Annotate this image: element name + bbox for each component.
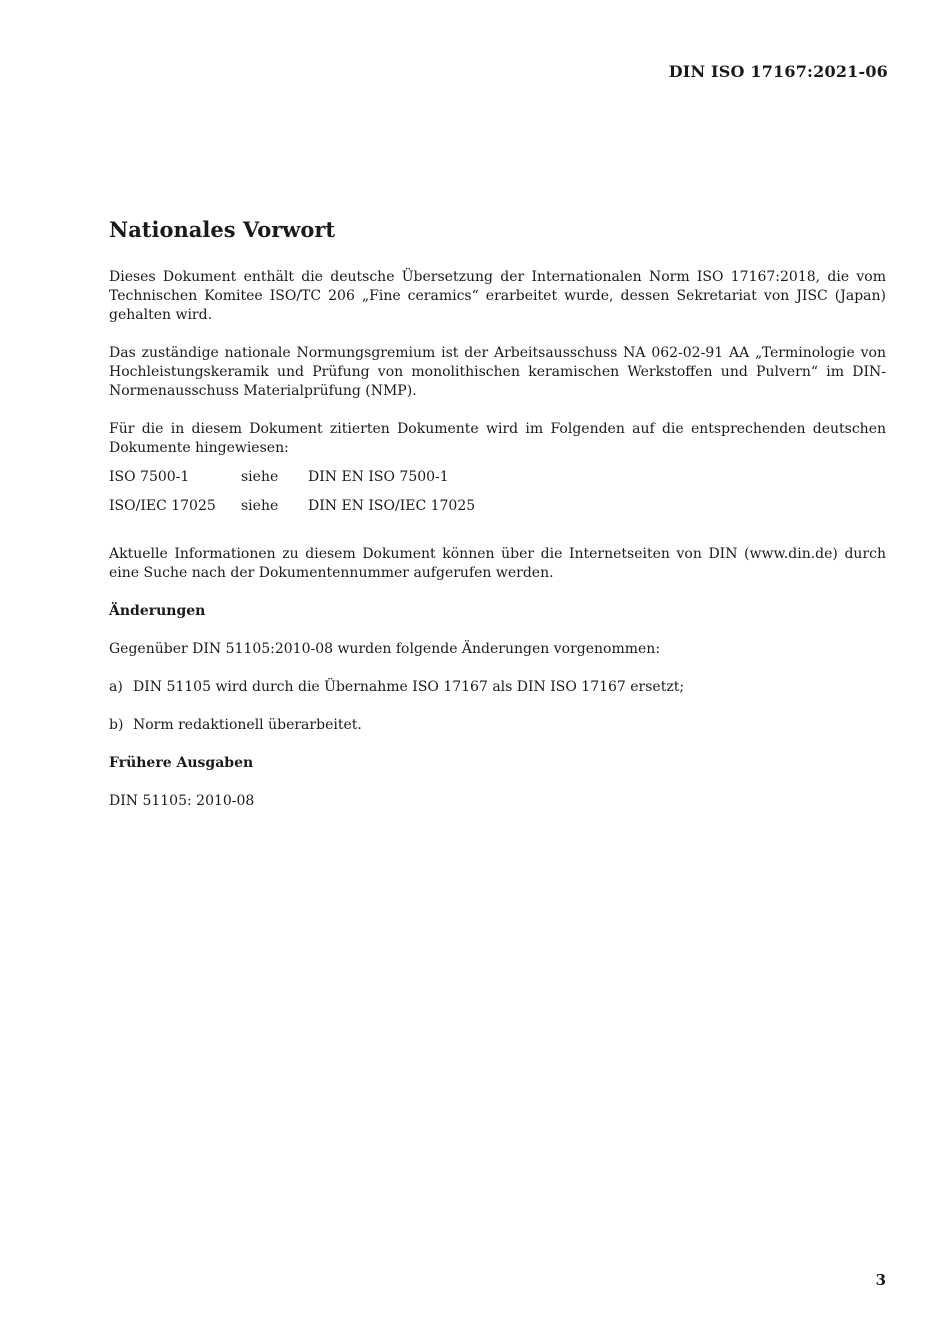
paragraph-references-intro: Für die in diesem Dokument zitierten Dokumente wird im Folgenden auf die entsprechenden deutschen Dokumente hingewiesen: bbox=[109, 421, 886, 456]
reference-iso: ISO 7500-1 bbox=[109, 469, 190, 485]
list-item-text: Norm redaktionell überarbeitet. bbox=[133, 717, 362, 733]
changes-intro: Gegenüber DIN 51105:2010-08 wurden folgende Änderungen vorgenommen: bbox=[109, 641, 661, 657]
list-item-label: a) bbox=[109, 679, 123, 695]
reference-table bbox=[109, 468, 475, 526]
paragraph-committee: Das zuständige nationale Normungsgremium ist der Arbeitsausschuss NA 062-02-91 AA „Terminologie von Hochleistungskeramik und Prüfung von monolithischen keramischen Werkstoffen und Pulvern“ im DIN-Normenausschuss Materialprüfung (NMP). bbox=[109, 345, 886, 399]
reference-din: DIN EN ISO 7500-1 bbox=[308, 469, 449, 485]
list-item-label: b) bbox=[109, 717, 124, 733]
paragraph-translation: Dieses Dokument enthält die deutsche Übersetzung der Internationalen Norm ISO 17167:2018, die vom Technischen Komitee ISO/TC 206 „Fine ceramics“ erarbeitet wurde, dessen Sekretariat von JISC (Japan) gehalten wird. bbox=[109, 269, 886, 323]
list-item bbox=[109, 716, 886, 735]
paragraph-info: Aktuelle Informationen zu diesem Dokument können über die Internetseiten von DIN (www.din.de) durch eine Suche nach der Dokumentennummer aufgerufen werden. bbox=[109, 546, 886, 581]
page-content bbox=[109, 216, 886, 830]
reference-sep: siehe bbox=[241, 469, 279, 485]
list-item-text: DIN 51105 wird durch die Übernahme ISO 17167 als DIN ISO 17167 ersetzt; bbox=[133, 679, 685, 695]
list-item bbox=[109, 678, 886, 697]
reference-sep: siehe bbox=[241, 498, 279, 514]
reference-din: DIN EN ISO/IEC 17025 bbox=[308, 498, 476, 514]
earlier-editions-text: DIN 51105: 2010-08 bbox=[109, 793, 255, 809]
table-row bbox=[109, 468, 475, 497]
page-number: 3 bbox=[875, 1271, 886, 1289]
document-id-header: DIN ISO 17167:2021-06 bbox=[668, 62, 888, 81]
page-title: Nationales Vorwort bbox=[109, 217, 336, 242]
section-heading-earlier-editions: Frühere Ausgaben bbox=[109, 755, 254, 771]
reference-iso: ISO/IEC 17025 bbox=[109, 498, 216, 514]
section-heading-changes: Änderungen bbox=[109, 603, 206, 619]
table-row bbox=[109, 497, 475, 526]
